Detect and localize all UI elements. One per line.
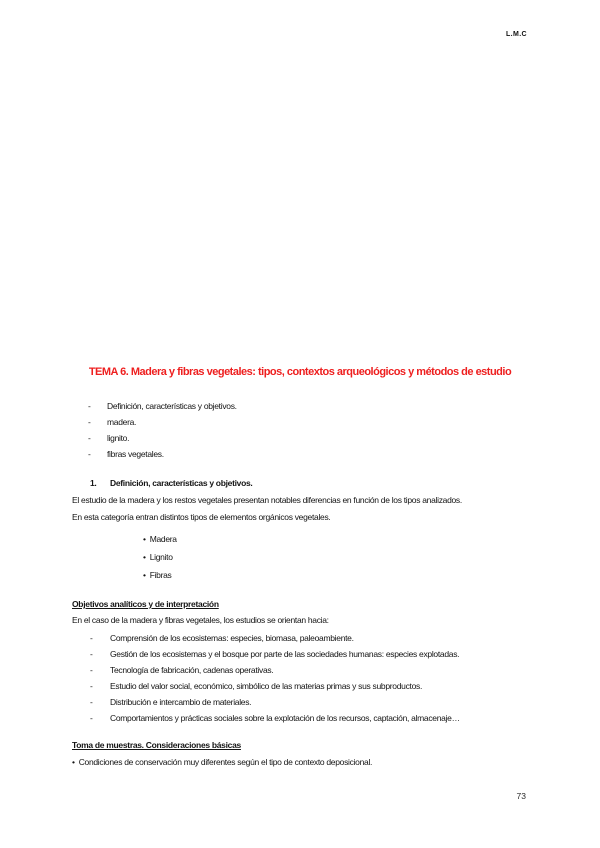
toc-list-item [72, 414, 528, 430]
objetivos-list-item [72, 710, 528, 726]
objetivos-item-text: Gestión de los ecosistemas y el bosque por parte de las sociedades humanas: especies explotadas. [110, 649, 460, 659]
dash-marker: - [88, 417, 91, 427]
objetivos-list-item [72, 630, 528, 646]
bullet-marker: • [143, 570, 146, 580]
objetivos-heading: Objetivos analíticos y de interpretación [72, 599, 219, 609]
bullet-list-item [72, 530, 528, 548]
objetivos-item-text: Tecnología de fabricación, cadenas operativas. [110, 665, 274, 675]
dash-marker: - [90, 665, 93, 675]
dash-marker: - [88, 433, 91, 443]
bullet-item-text: Madera [149, 534, 177, 544]
dash-marker: - [90, 649, 93, 659]
section-heading-text: Definición, características y objetivos. [110, 478, 253, 488]
paragraph: En esta categoría entran distintos tipos de elementos orgánicos vegetales. [72, 512, 331, 522]
toc-list-item [72, 446, 528, 462]
toma-heading: Toma de muestras. Consideraciones básicas [72, 740, 241, 750]
objetivos-item-text: Estudio del valor social, económico, simbólico de las materias primas y sus subproductos. [110, 681, 423, 691]
dash-marker: - [88, 401, 91, 411]
document-title: TEMA 6. Madera y fibras vegetales: tipos, contextos arqueológicos y métodos de estudio [88, 366, 512, 378]
objetivos-list-item [72, 678, 528, 694]
bullet-marker: • [72, 757, 75, 767]
toc-list-item-text: lignito. [107, 433, 130, 443]
section-number: 1. [90, 478, 97, 488]
objetivos-item-text: Comportamientos y prácticas sociales sobre la explotación de los recursos, captación, almacenaje… [110, 713, 460, 723]
dash-marker: - [90, 697, 93, 707]
toc-list-item-text: Definición, características y objetivos. [107, 401, 237, 411]
toc-list-item [72, 430, 528, 446]
objetivos-list-item [72, 694, 528, 710]
section-1-paragraphs [72, 492, 528, 526]
bullet-list-item [72, 548, 528, 566]
objetivos-item-text: Distribución e intercambio de materiales. [110, 697, 252, 707]
dash-marker: - [90, 681, 93, 691]
header-initials: L.M.C [505, 31, 527, 38]
bullet-marker: • [143, 552, 146, 562]
dash-marker: - [90, 633, 93, 643]
document-content [72, 366, 528, 769]
toc-list [72, 398, 528, 462]
page-number: 73 [516, 791, 526, 801]
toc-list-item-text: madera. [107, 417, 137, 427]
objetivos-item-text: Comprensión de los ecosistemas: especies, biomasa, paleoambiente. [110, 633, 354, 643]
bullet-item-text: Fibras [149, 570, 172, 580]
objetivos-list-item [72, 662, 528, 678]
toc-list-item [72, 398, 528, 414]
section-1-bullet-list [72, 530, 528, 584]
bullet-marker: • [143, 534, 146, 544]
toma-bullet-text: Condiciones de conservación muy diferentes según el tipo de contexto deposicional. [78, 757, 373, 767]
objetivos-intro: En el caso de la madera y fibras vegetales, los estudios se orientan hacia: [72, 615, 329, 625]
section-1-heading [72, 477, 528, 489]
toma-bullet-line [72, 755, 528, 769]
dash-marker: - [90, 713, 93, 723]
bullet-list-item [72, 566, 528, 584]
bullet-item-text: Lignito [149, 552, 173, 562]
paragraph: El estudio de la madera y los restos vegetales presentan notables diferencias en función de los tipos analizados. [72, 495, 462, 505]
objetivos-list [72, 630, 528, 726]
dash-marker: - [88, 449, 91, 459]
toc-list-item-text: fibras vegetales. [107, 449, 164, 459]
objetivos-list-item [72, 646, 528, 662]
